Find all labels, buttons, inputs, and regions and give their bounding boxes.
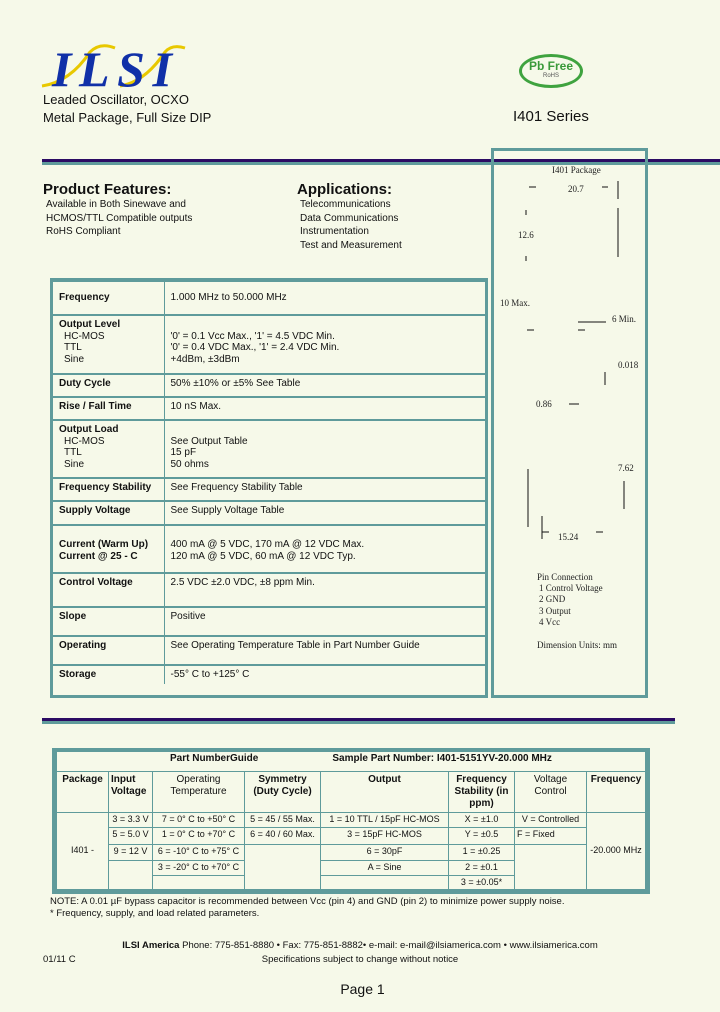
package-title: I401 Package	[552, 165, 601, 175]
table-cell: Positive	[164, 607, 485, 636]
text: HC-MOS	[64, 435, 105, 447]
spec-row	[53, 607, 485, 636]
column-header: Output	[321, 771, 449, 812]
spec-row	[53, 525, 485, 573]
part-guide-title: Part NumberGuide	[170, 753, 259, 764]
table-cell: Frequency	[53, 282, 164, 315]
dimension-label: 12.6	[518, 230, 534, 240]
table-cell: See Frequency Stability Table	[164, 478, 485, 501]
text: '0' = 0.1 Vcc Max., '1' = 4.5 VDC Min.	[170, 330, 335, 342]
application-item: Instrumentation	[300, 226, 369, 237]
column-header: Symmetry (Duty Cycle)	[245, 771, 321, 812]
spec-row	[53, 420, 485, 478]
dimension-label: 0.86	[536, 399, 552, 409]
footer-contact	[0, 940, 720, 951]
application-item: Data Communications	[300, 212, 399, 224]
table-cell: 1 = 10 TTL / 15pF HC-MOS	[321, 812, 449, 827]
table-cell: Slope	[53, 607, 164, 636]
table-cell: 9 = 12 V	[109, 844, 153, 860]
notes	[50, 896, 564, 920]
dimension-label: 10 Max.	[500, 298, 530, 308]
table-cell: 3 = 15pF HC-MOS	[321, 827, 449, 844]
table-cell: Rise / Fall Time	[53, 397, 164, 420]
table-cell: 5 = 5.0 V	[109, 827, 153, 844]
column-header: Input Voltage	[109, 771, 153, 812]
text: Sine	[64, 353, 85, 365]
features-heading: Product Features:	[43, 181, 172, 198]
text: +4dBm, ±3dBm	[170, 353, 240, 365]
table-cell: V = Controlled	[515, 812, 587, 827]
table-cell: 6 = 30pF	[321, 844, 449, 860]
table-cell: 6 = 40 / 60 Max.	[245, 827, 321, 844]
features-list	[46, 198, 192, 239]
table-cell: See Operating Temperature Table in Part Number Guide	[164, 636, 485, 665]
text: 15 pF	[170, 447, 197, 458]
table-cell: 10 nS Max.	[164, 397, 485, 420]
text: 400 mA @ 5 VDC, 170 mA @ 12 VDC Max.	[170, 539, 365, 550]
spec-row	[53, 397, 485, 420]
text: 50 ohms	[170, 458, 209, 470]
dimension-label: 6 Min.	[612, 314, 637, 324]
feature-item: RoHS Compliant	[46, 226, 121, 237]
dimension-label: 7.62	[618, 463, 634, 473]
table-cell: Operating	[53, 636, 164, 665]
text: Pb Free	[528, 59, 573, 73]
text: Output Load	[59, 424, 119, 435]
disclaimer: Specifications subject to change without notice	[261, 954, 459, 965]
table-cell: 3 = -20° C to +70° C	[153, 860, 245, 875]
ilsi-logo	[40, 42, 190, 90]
note-bypass: NOTE: A 0.01 µF bypass capacitor is recommended between Vcc (pin 4) and GND (pin 2) to minimize power supply noise.	[50, 896, 565, 907]
pin-item: 1 Control Voltage	[539, 583, 603, 593]
feature-item: HCMOS/TTL Compatible outputs	[46, 212, 193, 224]
table-cell: 1 = 0° C to +70° C	[153, 827, 245, 844]
table-cell: Control Voltage	[53, 573, 164, 607]
table-cell: Y = ±0.5	[449, 827, 515, 844]
sample-part-number: Sample Part Number: I401-5151YV-20.000 MHz	[332, 753, 552, 764]
column-header: Frequency	[587, 771, 646, 812]
spec-row	[53, 636, 485, 665]
feature-item: Available in Both Sinewave and	[46, 199, 186, 210]
dimension-units: Dimension Units: mm	[537, 640, 618, 650]
text: RoHS	[542, 73, 559, 79]
pb-free-badge	[519, 54, 583, 88]
text: See Output Table	[170, 435, 248, 447]
table-cell: A = Sine	[321, 860, 449, 875]
table-cell: Supply Voltage	[53, 501, 164, 525]
series-title: I401 Series	[513, 108, 589, 125]
table-cell: -55° C to +125° C	[170, 669, 250, 680]
svg-text:ILSI: ILSI	[52, 42, 172, 90]
table-cell: See Supply Voltage Table	[164, 501, 485, 525]
specifications-table	[50, 278, 488, 698]
text: Output Level	[59, 319, 121, 330]
product-subtitle-1: Leaded Oscillator, OCXO	[43, 92, 189, 107]
table-cell: 1 = ±0.25	[449, 844, 515, 860]
text: TTL	[64, 447, 82, 458]
table-cell: 7 = 0° C to +50° C	[153, 812, 245, 827]
table-cell: X = ±1.0	[449, 812, 515, 827]
application-item: Test and Measurement	[300, 239, 402, 251]
table-cell: -20.000 MHz	[587, 812, 646, 889]
text: Current (Warm Up)	[59, 539, 149, 550]
text: 120 mA @ 5 VDC, 60 mA @ 12 VDC Typ.	[170, 550, 356, 562]
text: TTL	[64, 342, 82, 353]
note-asterisk: * Frequency, supply, and load related parameters.	[50, 908, 260, 919]
table-cell: Duty Cycle	[53, 374, 164, 397]
text: HC-MOS	[64, 330, 105, 342]
contact-info: Phone: 775-851-8880 • Fax: 775-851-8882• e-mail: e-mail@ilsiamerica.com • www.ilsiamerica.com	[179, 940, 598, 951]
pin-table-header: Pin Connection	[537, 572, 593, 582]
table-cell: Frequency Stability	[53, 478, 164, 501]
applications-heading: Applications:	[297, 181, 393, 198]
spec-row	[53, 374, 485, 397]
table-cell: 5 = 45 / 55 Max.	[245, 812, 321, 827]
column-header: Voltage Control	[515, 771, 587, 812]
table-cell: I401 -	[57, 812, 109, 889]
dimension-label: 20.7	[568, 184, 584, 194]
spec-row	[53, 282, 485, 315]
page-number: Page 1	[340, 981, 385, 997]
table-cell: 1.000 MHz to 50.000 MHz	[164, 282, 485, 315]
pin-item: 3 Output	[539, 606, 571, 616]
pin-item: 4 Vcc	[539, 617, 561, 627]
spec-row	[53, 478, 485, 501]
dimension-label: 15.24	[558, 532, 579, 542]
spec-row	[53, 573, 485, 607]
dimension-label: 0.018	[618, 360, 639, 370]
part-number-guide-table	[52, 748, 650, 894]
table-cell: 6 = -10° C to +75° C	[153, 844, 245, 860]
table-cell: F = Fixed	[515, 827, 587, 844]
table-cell: 2.5 VDC ±2.0 VDC, ±8 ppm Min.	[164, 573, 485, 607]
column-header: Frequency Stability (in ppm)	[449, 771, 515, 812]
spec-row	[53, 501, 485, 525]
table-cell: Storage	[53, 665, 164, 684]
package-drawing-panel	[491, 148, 648, 698]
table-cell: 50% ±10% or ±5% See Table	[164, 374, 485, 397]
table-cell: 3 = 3.3 V	[109, 812, 153, 827]
column-header: Operating Temperature	[153, 771, 245, 812]
column-header: Package	[57, 771, 109, 812]
text: Current @ 25 - C	[59, 550, 138, 562]
company-name: ILSI America	[122, 940, 180, 951]
pin-item: 2 GND	[539, 594, 566, 604]
table-cell: 3 = ±0.05*	[449, 875, 515, 889]
product-subtitle-2: Metal Package, Full Size DIP	[43, 110, 212, 125]
text: Sine	[64, 458, 85, 470]
revision: 01/11 C	[43, 954, 76, 965]
spec-row	[53, 315, 485, 374]
applications-list	[300, 198, 402, 252]
spec-row	[53, 665, 485, 684]
application-item: Telecommunications	[300, 199, 391, 210]
table-cell: 2 = ±0.1	[449, 860, 515, 875]
text: '0' = 0.4 VDC Max., '1' = 2.4 VDC Min.	[170, 342, 340, 353]
